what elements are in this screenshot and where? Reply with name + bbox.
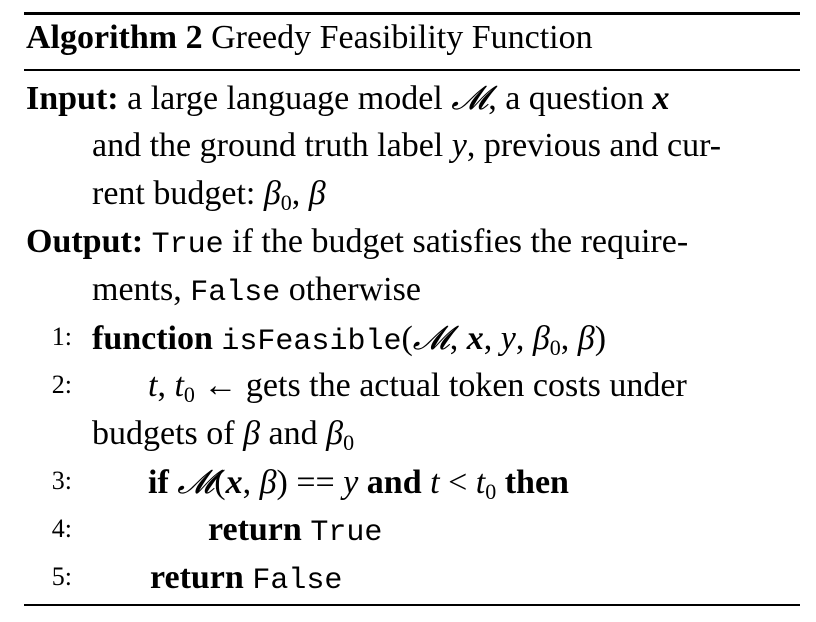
question-symbol: x [652,80,670,117]
function-name: isFeasible [221,325,402,359]
input-text: , a question [488,80,645,117]
model-symbol: 𝓜 [451,78,489,117]
t-symbol: t [148,367,158,404]
question-symbol: x [225,464,243,501]
step-text: budgets of [92,415,235,452]
assign-arrow: ← [203,367,238,404]
output-line-1 [26,220,816,267]
model-symbol: 𝓜 [177,462,215,501]
t0-symbol: t [475,464,486,501]
input-text: and the ground truth label [92,127,444,164]
step-text: and [268,415,318,452]
step-text: gets the actual token costs under [245,367,687,404]
less-than-operator: < [448,464,468,501]
line-number: 2: [51,370,72,399]
output-keyword: Output: [26,223,144,260]
input-text: a large language model [127,80,443,117]
subscript: 0 [280,190,292,215]
function-keyword: function [92,320,213,357]
input-line-1 [26,76,816,121]
input-keyword: Input: [26,80,119,117]
top-rule [24,12,800,15]
then-keyword: then [504,464,569,501]
label-symbol: y [343,464,359,501]
input-line-2 [92,124,816,168]
true-literal: True [151,228,224,262]
false-literal: False [190,276,281,310]
beta-symbol: β [259,464,277,501]
beta-symbol: β [243,415,261,452]
bottom-rule [24,604,800,606]
line-number: 4: [51,514,72,543]
and-keyword: and [366,464,422,501]
step-3: if 𝓜(x, β) == y and $t < t_0$ then [148,462,569,504]
line-number: 1: [51,322,72,351]
algorithm-title: Greedy Feasibility Function [211,19,593,56]
subscript: 0 [485,479,497,504]
equality-operator: == [296,464,335,501]
step-2: t, $t_0$ ← gets the actual token costs under [148,367,687,407]
output-text: if the budget satisfies the require- [232,223,689,260]
label-symbol: y [500,320,516,357]
step-2-cont [92,412,816,456]
model-symbol: 𝓜 [412,318,450,357]
return-keyword: return [150,559,244,596]
beta0-symbol: β [532,320,550,357]
beta-symbol: β [308,175,326,212]
caption-rule [24,69,800,71]
if-keyword: if [148,464,169,501]
output-text: ments, [92,271,182,308]
output-text: otherwise [288,271,421,308]
subscript: 0 [183,382,195,407]
beta-symbol: β [577,320,595,357]
t-symbol: t [430,464,440,501]
question-symbol: x [466,320,484,357]
input-text: rent budget: [92,175,256,212]
return-keyword: return [208,511,302,548]
subscript: 0 [343,430,355,455]
algorithm-caption [26,16,816,60]
true-literal: True [310,516,383,550]
line-number: 3: [51,466,72,495]
subscript: 0 [549,335,561,360]
input-line-3: rent budget: $\beta_0$, β [92,175,326,215]
beta0-symbol: β [326,415,344,452]
t0-symbol: t [174,367,184,404]
algorithm-label: Algorithm 2 [26,19,203,56]
line-number: 5: [51,562,72,591]
false-literal: False [252,564,343,598]
output-line-2 [92,268,816,315]
label-symbol: y [451,127,467,164]
step-1: function isFeasible(𝓜, x, y, $\beta_0$, β) [92,318,607,360]
step-4 [208,508,816,555]
beta0-symbol: β [263,175,281,212]
input-text: , previous and cur- [466,127,722,164]
step-5 [150,556,816,603]
